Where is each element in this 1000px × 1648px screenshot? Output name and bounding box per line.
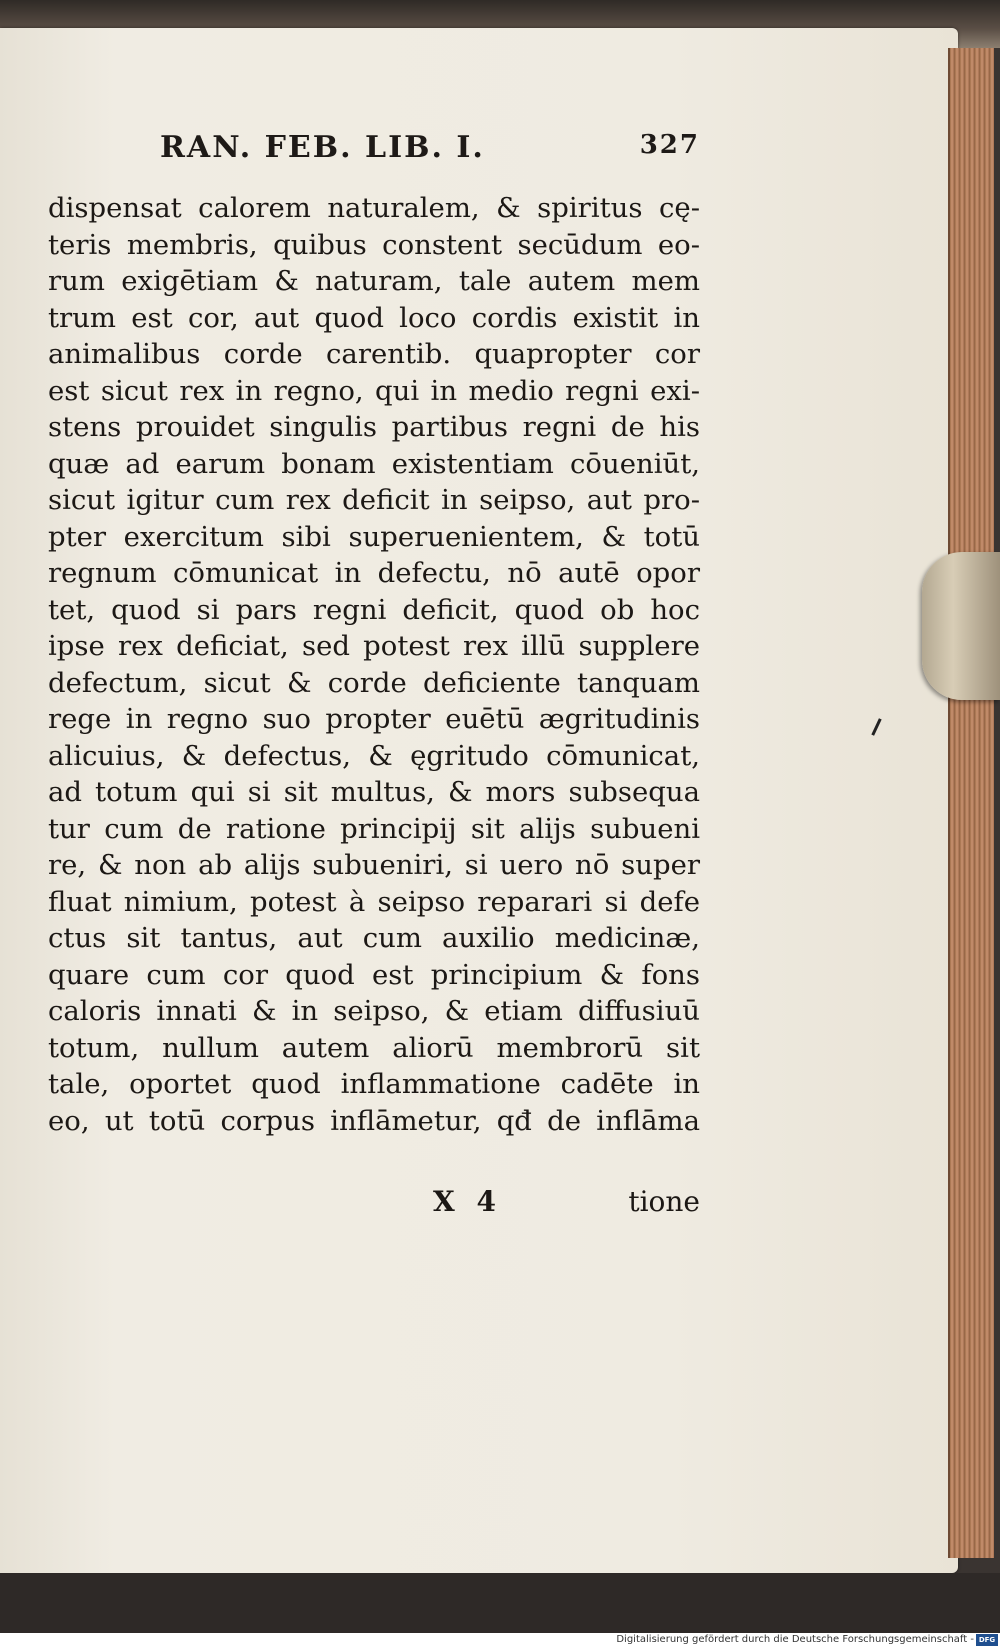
text-line: caloris innati & in seipso, & etiam diffusiuū (48, 995, 700, 1027)
text-line: pter exercitum sibi superuenientem, & totū (48, 520, 700, 553)
text-line: defectum, sicut & corde deficiente tanquam (48, 666, 700, 699)
running-header (160, 130, 700, 174)
text-line: tet, quod si pars regni deficit, quod ob hoc (48, 593, 700, 626)
digitization-credit: Digitalisierung gefördert durch die Deutsche Forschungsgemeinschaft - (616, 1634, 974, 1645)
dfg-logo-icon: DFG (976, 1634, 998, 1646)
book-bottom-edge (0, 1573, 1000, 1633)
text-line: rege in regno suo propter euētū ægritudinis (48, 703, 700, 735)
folio-number: 327 (639, 130, 700, 160)
text-line: quare cum cor quod est principium & fons (48, 958, 700, 991)
text-line: eo, ut totū corpus inflāmetur, qđ de inflāma (48, 1104, 700, 1137)
text-line: trum est cor, aut quod loco cordis existit in (48, 301, 700, 334)
text-line: totum, nullum autem aliorū membrorū sit (48, 1031, 700, 1064)
text-line: regnum cōmunicat in defectu, nō autē opor (48, 557, 700, 589)
text-line: teris membris, quibus constent secūdum eo- (48, 228, 700, 261)
digitization-footer (0, 1633, 1000, 1648)
text-line: dispensat calorem naturalem, & spiritus cę- (48, 192, 700, 224)
text-line: fluat nimium, potest à seipso reparari si defe (48, 885, 700, 918)
text-line: rum exigētiam & naturam, tale autem mem (48, 265, 700, 297)
text-line: tur cum de ratione principij sit alijs subueni (48, 812, 700, 845)
running-title: RAN. FEB. LIB. I. (160, 130, 485, 165)
text-line: ad totum qui si sit multus, & mors subsequa (48, 776, 700, 808)
text-line: animalibus corde carentib. quapropter cor (48, 338, 700, 370)
page-fore-edge (948, 48, 994, 1558)
page-foot (48, 1185, 700, 1225)
book-clasp (922, 552, 1000, 700)
body-text (48, 190, 700, 1139)
text-line: alicuius, & defectus, & ęgritudo cōmunicat, (48, 739, 700, 772)
text-line: ipse rex deficiat, sed potest rex illū supplere (48, 630, 700, 662)
text-line: stens prouidet singulis partibus regni de his (48, 411, 700, 443)
text-line: ctus sit tantus, aut cum auxilio medicinæ, (48, 922, 700, 954)
signature-mark: X 4 (433, 1185, 502, 1218)
text-line: sicut igitur cum rex deficit in seipso, aut pro- (48, 484, 700, 516)
catchword: tione (628, 1185, 700, 1218)
text-line: est sicut rex in regno, qui in medio regni exi- (48, 374, 700, 407)
text-line: quæ ad earum bonam existentiam cōueniūt, (48, 447, 700, 480)
text-line: tale, oportet quod inflammatione cadēte in (48, 1068, 700, 1100)
text-line: re, & non ab alijs subueniri, si uero nō super (48, 849, 700, 881)
